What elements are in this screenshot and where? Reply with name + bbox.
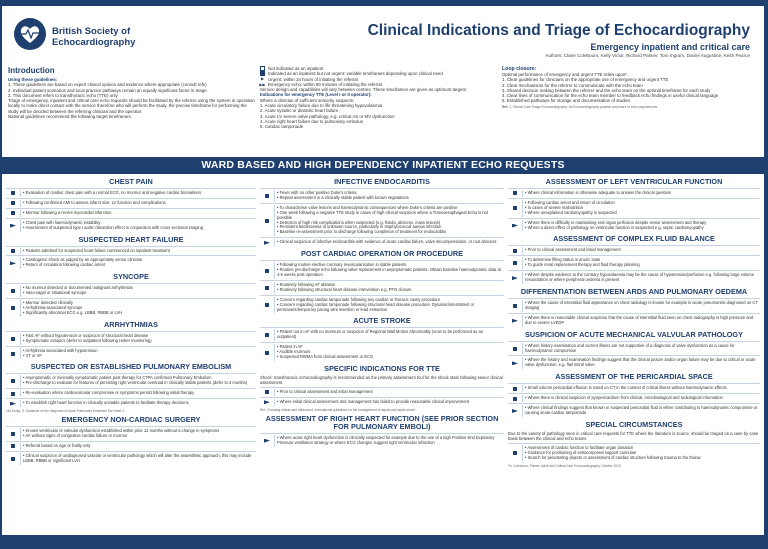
section-heading: EMERGENCY NON-CARDIAC SURGERY — [61, 415, 201, 425]
square-icon — [260, 190, 274, 202]
square-icon — [260, 282, 274, 294]
legend-label: Urgent: within 24 hours of initiating the referral — [268, 76, 358, 82]
authors: Authors: Claire Colebourn, Kelly Victor, Richard Palmer, Tom Ingram, Daniel Augustine, Keith Pearce — [545, 53, 750, 58]
bullet-line: • Clinical suspicion of infective endocarditis with evidence of acute cardiac failure, valve decompensation, or root abscess — [277, 239, 497, 245]
bullet-line: • Arrhythmia-associated syncope — [23, 304, 83, 310]
triage-item — [6, 255, 256, 270]
top-strip — [2, 2, 764, 6]
column-middle — [260, 175, 504, 533]
bullet-line: • AF without signs of congestive cardiac failure or murmur — [23, 432, 128, 438]
item-text — [522, 343, 760, 355]
item-text — [274, 239, 504, 246]
bullet-line: • Known ventricular or valvular dysfunction established within prior 12 months without a change in symptoms — [23, 428, 220, 434]
column-right — [508, 175, 760, 533]
bullet-line: • To characterise valve lesions and haemodynamic consequences where Duke's criteria are positive — [277, 204, 458, 210]
item-text — [20, 375, 256, 387]
bullet-line: • Prior to clinical assessment and initial management — [277, 388, 373, 394]
bullet-line: • Where there is clinical suspicion of pyopericardium from clinical, microbiological and radiological information — [525, 395, 723, 401]
triage-item — [508, 341, 760, 356]
bullet-line: • Where initial clinical assessment and management has failed to provide reasonable clinical improvement — [277, 398, 469, 404]
using-label: Using these guidelines: — [8, 77, 58, 82]
triage-item — [6, 298, 256, 318]
bullet-line: • Where the cause of interstitial fluid appearance on chest radiology is known for example in acute pneumonitis diagnosed on CT imaging — [525, 299, 758, 310]
section-heading: ASSESSMENT OF THE PERICARDIAL SPACE — [555, 372, 713, 382]
bullet-line: • Guidance for positioning of extracorporeal support cannulae — [525, 449, 637, 455]
item-text — [522, 315, 760, 327]
triage-item — [260, 327, 504, 342]
section-reference: Ref: Choosing critical care ultrasound: international guidelines for the management of sepsis and septic shock — [260, 407, 415, 412]
square-icon — [508, 257, 522, 269]
item-text — [20, 257, 256, 269]
bullet-line: • Clinical suspicion of undiagnosed valvular or ventricular pathology which will alter the anaesthetic approach, this may include LBBB, RBBB or significant LVH — [23, 452, 252, 463]
bullet-line: • Asymptomatic or minimally symptomatic patient post therapy for CTPA confirmed Pulmonary Embolism — [23, 375, 212, 381]
triage-item — [508, 355, 760, 370]
section-heading: SPECIAL CIRCUMSTANCES — [585, 419, 683, 429]
square-icon — [508, 300, 522, 312]
triage-item — [260, 188, 504, 203]
triage-item — [508, 403, 760, 418]
item-text — [522, 395, 760, 402]
triage-item — [6, 398, 256, 408]
indication: 4. Acute right heart failure due to pulmonary embolus — [260, 118, 363, 124]
bullet-line: • Referral based on age or frailty only — [23, 442, 91, 448]
bse-logo — [12, 16, 162, 56]
item-text — [20, 400, 256, 407]
triage-item — [6, 246, 256, 256]
section-banner: WARD BASED AND HIGH DEPENDENCY INPATIENT ECHO REQUESTS — [2, 157, 764, 174]
section-note: Due to the variety of pathology seen in critical care requests for TTE where the literature is scarce, should be triaged on a case by case basis between the clinical and echo teams — [508, 430, 759, 441]
item-text — [274, 205, 504, 236]
triage-item — [6, 283, 256, 298]
triage-item — [260, 260, 504, 280]
item-text — [20, 453, 256, 465]
arrow-icon — [260, 239, 274, 246]
triage-item — [508, 313, 760, 328]
triage-item — [6, 441, 256, 451]
empty-square-icon — [260, 66, 265, 71]
square-icon — [508, 247, 522, 254]
bullet-line: • Following confirmed AMI to assess infarct size, LV function and complications — [23, 199, 166, 205]
bullet-line: • Symptomatic ectopics (defer to outpatient following Holter monitoring) — [23, 337, 152, 343]
legend-label: Not indicated as an inpatient — [268, 66, 324, 71]
square-icon — [6, 248, 20, 255]
bullet-line: • Concern regarding cardiac tamponade following any cardiac or thoracic cavity procedure — [277, 296, 440, 302]
item-text — [522, 190, 760, 197]
triage-item — [508, 270, 760, 285]
triage-item — [260, 433, 504, 448]
bullet-line: • Persistent bacteraemia of unknown source, particularly in staphylococcal aureus infection — [277, 224, 442, 230]
triage-item — [6, 346, 256, 361]
bullet-line: • Where despite evidence to the contrary hypovolaemia may be the cause of hypotension/perfusion e.g. following large volume resuscitation or where peripheral oedema is present — [525, 272, 754, 283]
square-icon — [260, 329, 274, 341]
double-arrow-icon: ▶▶ — [259, 81, 266, 87]
triage-item — [6, 208, 256, 218]
item-text — [274, 435, 504, 447]
triage-item — [260, 387, 504, 397]
square-icon — [508, 395, 522, 402]
triage-item — [508, 218, 760, 233]
bullet-line: • Search for penetrating objects or assessment of cardiac structure following trauma to the thorax — [525, 454, 701, 460]
item-text — [522, 257, 760, 269]
bullet-line: • Chest pain with haemodynamic instability — [23, 219, 101, 225]
bullet-line: • To guide renal replacement therapy and fluid therapy planning — [525, 262, 640, 268]
triage-item — [508, 255, 760, 270]
square-icon — [508, 190, 522, 197]
bullet-line: • In cases of severe malnutrition — [525, 204, 584, 210]
indication: 1. Acute circulatory failure due to life threatening hypovolaemia — [260, 103, 383, 109]
square-icon — [260, 297, 274, 314]
bullet-line: • Assessment of cardiac function to facilitate organ donation — [525, 444, 634, 450]
bullet-line: • Routinely following AF ablation — [277, 281, 336, 287]
bullet-line: • Patients admitted for suspected heart failure commenced on inpatient treatment — [23, 247, 170, 253]
triage-item — [6, 388, 256, 398]
bullet-line: • Fast AF without hypotension or suspicion of structural heart disease — [23, 332, 149, 338]
section-heading: INFECTIVE ENDOCARDITIS — [334, 177, 430, 186]
section-note: Shock: transthoracic echocardiography is recommended as the primary assessment tool for the shock state following senior clinical assessment — [260, 374, 503, 385]
bullet-line: • Return of circulation following cardiac arrest — [23, 262, 105, 268]
arrow-icon: ▶ — [260, 76, 265, 82]
bullet-line: • Where there is reasonable clinical suspicion that the cause of interstitial fluid seen on chest radiography is high pressure and due to severe LVEDP — [525, 314, 754, 325]
item-text — [20, 428, 256, 440]
triage-item — [260, 237, 504, 247]
bullet-line: • Murmur detected clinically — [23, 300, 73, 306]
bullet-line: • Pre-discharge to evaluate for features of persisting right ventricular overload in clinically stable patients (defer to 3 months) — [23, 380, 248, 386]
indications-intro: Where a clinician of sufficient seniority suspects: — [260, 97, 355, 103]
bullet-line: • Concern regarding cardiac tamponade following structural heart disease procedure. Dynamic/intermittent or permanent/temporary pacing wire insertion or lead extraction — [277, 301, 475, 312]
indication: 2. Acute systolic or diastolic heart failure — [260, 108, 339, 114]
square-icon — [260, 205, 274, 236]
bullet-line: • Detection of high risk complications when suspected (e.g. fistula, abscess, mass lesions) — [277, 219, 441, 225]
item-text — [522, 220, 760, 232]
triage-item — [6, 426, 256, 441]
arrow-icon — [508, 315, 522, 327]
legend-label: Indicated as an inpatient but not urgent: variable timeframes depending upon clinical need — [268, 71, 443, 77]
bullet-line: • Routinely following structural heart disease intervention e.g. PFO closure — [277, 286, 412, 292]
arrow-icon — [508, 220, 522, 232]
timeframes-note: National guidelines recommend the following target timeframes: — [8, 114, 132, 120]
item-text — [522, 385, 760, 392]
section-heading: SUSPECTED HEART FAILURE — [78, 234, 184, 244]
section-heading: SUSPECTED OR ESTABLISHED PULMONARY EMBOLISM — [30, 362, 232, 372]
section-heading: ASSESSMENT OF LEFT VENTRICULAR FUNCTION — [545, 177, 723, 186]
bullet-line: • Where a direct effect of pathology on ventricular function is suspected e.g. septic cardiomyopathy — [525, 224, 704, 230]
indication: 3. Acute LV severe valve pathology, e.g. critical AS or MV dysfunction — [260, 113, 395, 119]
item-text — [20, 390, 256, 397]
square-icon — [6, 300, 20, 317]
intro-point: 2. Individual patient scenarios and local practice pathways remain an equally significant factor in triage — [8, 87, 207, 93]
item-text — [522, 247, 760, 254]
bullet-line: • One week following a negative TTE study in cases of high clinical suspicion where a Transoesophageal Echo is not possible — [277, 209, 488, 220]
loop-intro: Optimal performance of emergency and urgent TTE relies upon¹: — [502, 72, 628, 77]
item-text — [20, 333, 256, 345]
bullet-line: • Where clinical information is otherwise adequate to answer the clinical question — [525, 190, 672, 195]
item-text — [20, 348, 256, 360]
item-text — [20, 210, 256, 217]
service-note: Service design and capabilities will vary between centres. These timeframes are given as optimum targets — [260, 87, 466, 93]
section-heading: SYNCOPE — [113, 272, 149, 282]
section-heading: DIFFERENTIATION BETWEEN ARDS AND PULMONARY OEDEMA — [520, 286, 748, 296]
bullet-line: • Suspected RWMA from clinical assessment or ECG — [277, 354, 374, 360]
arrow-icon — [260, 435, 274, 447]
bullet-line: • Significantly abnormal ECG e.g. LBBB, RBBB or LVH — [23, 309, 123, 315]
item-text — [20, 300, 256, 317]
bullet-line: • Prior to clinical assessment and initial management — [525, 247, 621, 253]
section-heading: CHEST PAIN — [109, 177, 153, 186]
arrow-icon — [508, 405, 522, 417]
intro-body: Triage of emergency, inpatient and critical care echo requests should be facilitated by the referrer using the system in operation locally to make direct contact with the service therefore who will perform the study. the precise timeframe for performing the study will be decided between the referring clinician and the operator — [8, 98, 255, 114]
square-icon — [508, 200, 522, 217]
bullet-line: • Where there is difficulty in maintaining end organ perfusion despite senior assessment and therapy — [525, 219, 707, 225]
bullet-line: • To establish right heart function in clinically unstable patients to facilitate therapy decisions — [23, 400, 189, 406]
logo-text: British Society of Echocardiography — [52, 26, 136, 48]
bullet-line: • Patient in AF — [277, 344, 303, 350]
section-heading: POST CARDIAC OPERATION OR PROCEDURE — [300, 249, 464, 259]
square-icon — [508, 343, 522, 355]
footer-strip — [2, 535, 764, 543]
bullet-line: • Evaluation of cardiac chest pain with a normal ECG, no murmur and negative cardiac biomarkers — [23, 190, 202, 195]
square-icon — [6, 375, 20, 387]
bullet-line: • Cardiogenic shock as judged by an appropriately senior clinician — [23, 257, 143, 263]
square-icon — [260, 389, 274, 396]
triage-item — [260, 280, 504, 295]
bullet-line: • Vaso-vagal or situational syncope — [23, 290, 87, 296]
intro-point: 3. This document refers to transthoracic echo (TTE) only — [8, 92, 118, 98]
square-icon — [508, 385, 522, 392]
item-text — [274, 344, 504, 361]
arrow-icon — [260, 399, 274, 406]
bullet-line: • Where the history and examination findings suggest that the clinical picture and/or organ failure may be due to critical or acute valve dysfunction, e.g. flail mitral valve — [525, 357, 756, 368]
triage-item — [260, 203, 504, 237]
column-left — [6, 175, 256, 533]
indication: 5. Cardiac tamponade — [260, 124, 304, 130]
bullet-line: • VT or VF — [23, 352, 42, 358]
section-heading: ARRHYTHMIAS — [104, 319, 158, 329]
legend-label: Emergency echo: within 60 minutes of initiating the referral — [268, 81, 382, 87]
poster — [2, 2, 764, 543]
bullet-line: • Murmur following a recent myocardial infarction — [23, 209, 112, 215]
section-reference: To: Colebourn, Palmer: Adult and Critical Care Echocardiography. October 2019 — [508, 463, 621, 468]
bullet-line: • Routine pre-discharge echo following valve replacement in asymptomatic patients. Obtain baseline haemodynamic data at 4-6 weeks post operation — [277, 267, 501, 277]
arrow-icon — [6, 220, 20, 232]
item-text — [274, 297, 504, 314]
square-icon — [6, 428, 20, 440]
triage-item — [260, 397, 504, 407]
triage-legend — [260, 66, 498, 130]
ref-text: 1. Clinical Care Triage Echocardiography: An Echocardiography practice and future of echo requirements — [509, 104, 658, 109]
item-text — [20, 285, 256, 297]
item-text — [274, 389, 504, 396]
loop-ref — [502, 105, 758, 109]
loop-closure — [502, 66, 758, 109]
item-text — [274, 329, 504, 341]
indications-heading: Indications for emergency TTE (Level I or II operator): — [260, 92, 372, 98]
square-icon — [6, 443, 20, 450]
bullet-line: • Where clinical findings suggest that known or suspected pericardial fluid is either contributing to haemodynamic compromise or causing acute cardiac tamponade — [525, 405, 758, 415]
bullet-line: • Following routine elective coronary revascularisation in stable patients — [277, 262, 407, 268]
section-heading: ASSESSMENT OF COMPLEX FLUID BALANCE — [553, 234, 715, 244]
bullet-line: • Re-evaluation where cardiovascular compromise or symptoms persist following initial therapy — [23, 390, 195, 396]
arrow-icon — [6, 400, 20, 407]
square-icon — [260, 262, 274, 279]
introduction — [8, 66, 256, 119]
triage-item — [508, 298, 760, 313]
bullet-line: • To determine filling status in anuric state — [525, 257, 601, 263]
bullet-line: • Repeat assessment in a clinically stable patient with known vegetations — [277, 194, 409, 200]
triage-item — [260, 295, 504, 315]
loop-point: 3. Shared decision making between the referrer and the echo team on the optimal timeframe for each study — [502, 87, 711, 93]
item-text — [522, 405, 760, 417]
item-text — [274, 282, 504, 294]
square-icon — [6, 210, 20, 217]
heart-logo-icon — [12, 16, 48, 52]
triage-item — [6, 373, 256, 388]
bullet-line: • Where unexplained cardiomyopathy is suspected — [525, 209, 617, 215]
square-icon — [260, 344, 274, 361]
item-text — [522, 445, 760, 462]
triage-item — [6, 188, 256, 198]
bullet-line: • Where history examination and current illness are not supportive of a diagnosis of valve dysfunction as a cause for haemodynamic compromise — [525, 342, 735, 353]
square-icon — [6, 453, 20, 465]
item-text — [522, 357, 760, 369]
item-text — [20, 220, 256, 232]
square-icon — [6, 285, 20, 297]
bullet-line: • Arrhythmia associated with hypotension — [23, 347, 98, 353]
item-text — [20, 443, 256, 450]
bullet-line: • Baseline re-assessment prior to discharge following completion of treatment for endocarditis — [277, 229, 447, 235]
item-text — [20, 190, 256, 197]
square-icon — [508, 445, 522, 462]
triage-item — [508, 188, 760, 198]
intro-point: 1. These guidelines are based on expert clinical opinion and evidence where appropriate (consult refs) — [8, 82, 207, 88]
section-reference: *As Konig, S. Guidance on the diagnosis of Acute Pulmonary Embolism Eur Heart J. — [6, 409, 125, 414]
section-heading: SUSPICION OF ACUTE MECHANICAL VALVULAR PATHOLOGY — [525, 329, 743, 339]
bullet-line: • Small volume pericardial effusion is noted on CT in the context of critical illness without haemodynamic effects — [525, 385, 727, 391]
triage-item — [508, 383, 760, 393]
bullet-line: • Following cardiac arrest and return of circulation — [525, 199, 615, 205]
item-text — [20, 248, 256, 255]
item-text — [522, 272, 760, 284]
section-heading: SPECIFIC INDICATIONS FOR TTE — [324, 363, 440, 373]
arrow-icon — [508, 357, 522, 369]
item-text — [522, 200, 760, 217]
square-icon — [6, 333, 20, 345]
page-subtitle: Emergency inpatient and critical care — [590, 42, 750, 52]
triage-item — [6, 451, 256, 466]
square-icon — [6, 348, 20, 360]
bullet-line: • Audible murmurs — [277, 349, 311, 355]
bullet-line: • Assessment of suspected type I aortic dissection effect in conjunction with cross sectional imaging — [23, 224, 203, 230]
loop-point: 4. Clear lines of communication for the echo team member to feedback echo findings in useful clinical language — [502, 93, 719, 99]
triage-item — [508, 198, 760, 218]
section-heading: ASSESSMENT OF RIGHT HEART FUNCTION (SEE PRIOR SECTION FOR PULMONARY EMBOLI) — [265, 413, 499, 431]
triage-item — [508, 245, 760, 255]
arrow-icon — [508, 272, 522, 284]
item-text — [274, 190, 504, 202]
bullet-line: • Patient not in AF with no murmurs or suspicion of Regional Wall Motion Abnormality (scan to be performed as an outpatient) — [277, 329, 484, 340]
item-text — [20, 200, 256, 207]
square-icon — [6, 390, 20, 397]
bullet-line: • Fever with no other positive Duke's criteria — [277, 190, 357, 195]
item-text — [274, 262, 504, 279]
item-text — [522, 300, 760, 312]
section-heading: ACUTE STROKE — [353, 316, 411, 326]
triage-item — [260, 342, 504, 362]
loop-heading: Loop closure: — [502, 66, 537, 72]
loop-point: 1. Clear guidelines for clinicians on the appropriate use of emergency and urgent TTE — [502, 77, 669, 83]
triage-item — [508, 393, 760, 403]
triage-item — [6, 218, 256, 233]
square-icon — [6, 200, 20, 207]
ref-label: Ref: — [502, 104, 509, 109]
loop-point: 5. Established pathways for storage and documentation of studies — [502, 98, 631, 104]
square-icon — [6, 190, 20, 197]
triage-item — [508, 443, 760, 463]
bullet-line: • Where acute right heart dysfunction is clinically suspected for example due to the use of a high Positive End Expiratory Pressure ventilation strategy or where ECG changes suggest right ventricular infarction — [277, 434, 495, 445]
triage-item — [6, 331, 256, 346]
arrow-icon — [6, 257, 20, 269]
intro-heading: Introduction — [8, 66, 55, 75]
item-text — [274, 399, 504, 406]
page-title: Clinical Indications and Triage of Echocardiography — [367, 22, 750, 39]
triage-item — [6, 198, 256, 208]
bullet-line: • No murmur detected or documented malignant arrhythmias — [23, 285, 133, 291]
loop-point: 2. Clear mechanisms for the referrer to communicate with the echo team — [502, 82, 643, 88]
